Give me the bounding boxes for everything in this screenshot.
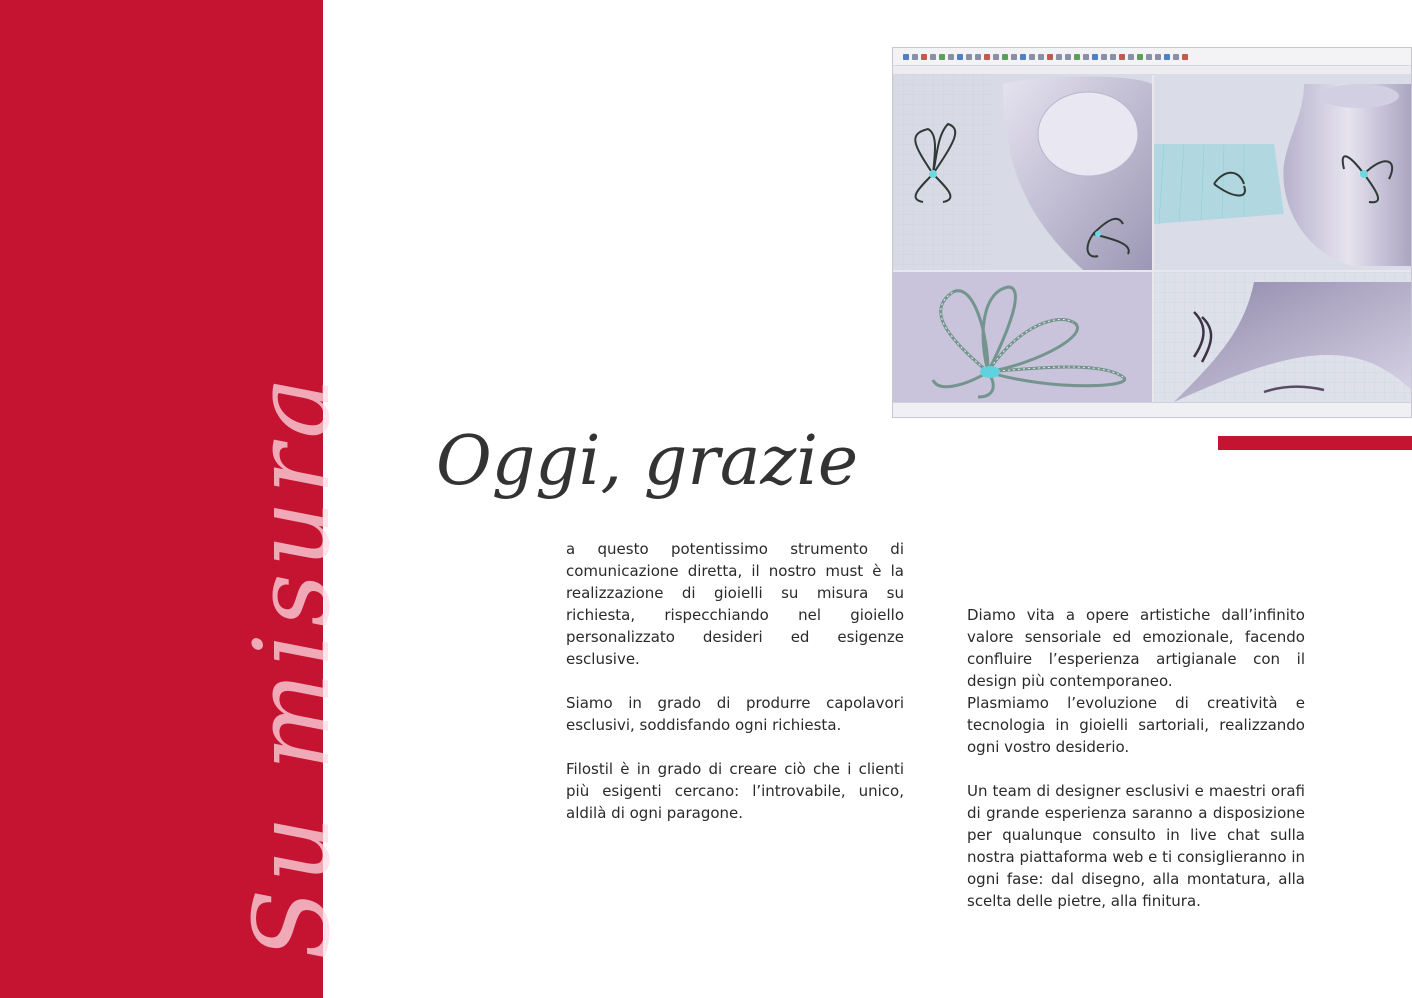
paragraph: Un team di designer esclusivi e maestri orafi di grande esperienza saranno a disposizione per qualunque consulto in live chat sulla nostra piattaforma web e ti consiglieranno in ogni fase: dal disegno, alla montatura, alla scelta delle pietre, alla finitura. <box>967 782 1305 910</box>
paragraph: Siamo in grado di produrre capolavori esclusivi, soddisfando ogni richiesta. <box>566 694 904 734</box>
cad-statusbar <box>893 402 1411 418</box>
hero-title: Oggi, grazie <box>436 422 859 501</box>
cad-screenshot-image <box>892 47 1412 418</box>
paragraph: Filostil è in grado di creare ciò che i clienti più esigenti cercano: l’introvabile, unico, aldilà di ogni paragone. <box>566 760 904 822</box>
text-column-right <box>967 604 1305 912</box>
accent-bar <box>1218 436 1412 450</box>
paragraph: a questo potentissimo strumento di comunicazione diretta, il nostro must è la realizzazione di gioielli su misura su richiesta, rispecchiando nel gioiello personalizzato desideri ed esigenze esclusive. <box>566 540 904 668</box>
cad-viewport-perspective <box>1154 74 1412 270</box>
text-column-left <box>566 538 904 824</box>
sidebar-title: Su misura <box>231 370 353 960</box>
cad-viewport-top <box>893 74 1152 270</box>
cad-viewport-side <box>1154 272 1412 402</box>
cad-viewport-closeup <box>893 272 1152 402</box>
paragraph: Diamo vita a opere artistiche dall’infinito valore sensoriale ed emozionale, facendo confluire l’esperienza artigianale con il design più contemporaneo. Plasmiamo l’evoluzione di creatività e tecnologia in gioielli sartoriali, realizzando ogni vostro desiderio. <box>967 606 1305 756</box>
cad-toolbar <box>893 48 1411 66</box>
sidebar-band <box>0 0 353 998</box>
